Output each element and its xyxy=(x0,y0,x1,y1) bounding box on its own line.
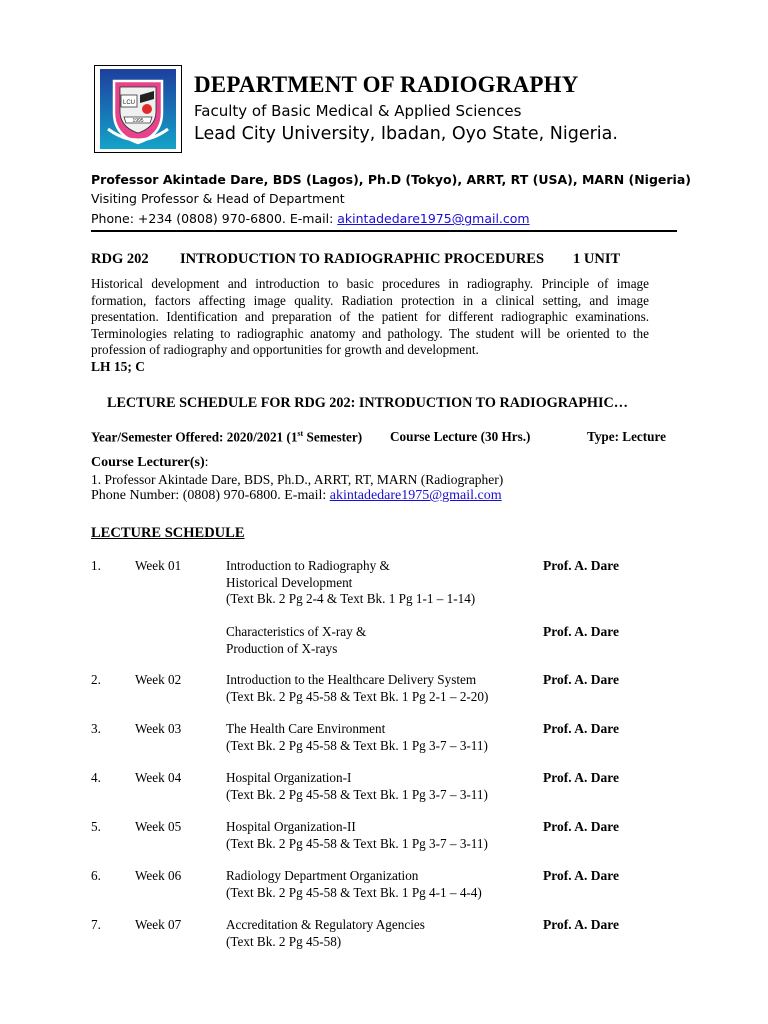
row-lecturer: Prof. A. Dare xyxy=(543,672,619,687)
row-week: Week 06 xyxy=(135,868,182,883)
row-week: Week 04 xyxy=(135,770,182,785)
contact-phone-email xyxy=(91,211,530,226)
year-semester xyxy=(91,429,362,445)
row-lecturer: Prof. A. Dare xyxy=(543,624,619,639)
course-lecturers-label xyxy=(91,455,209,471)
row-topic xyxy=(226,819,536,852)
row-topic-line: Introduction to the Healthcare Delivery System xyxy=(226,672,477,687)
year-suffix: Semester) xyxy=(303,429,363,445)
row-week: Week 05 xyxy=(135,819,182,834)
course-code: RDG 202 xyxy=(91,251,149,267)
lecturers-colon: : xyxy=(204,455,209,470)
row-topic-line: Hospital Organization-II xyxy=(226,819,356,834)
row-topic xyxy=(226,558,536,608)
offered-line xyxy=(91,429,681,447)
row-topic-line: (Text Bk. 2 Pg 45-58 & Text Bk. 1 Pg 3-7 – 3-11) xyxy=(226,835,488,851)
row-week: Week 01 xyxy=(135,558,182,573)
row-week: Week 07 xyxy=(135,917,182,932)
lecturer-phone-text: Phone Number: (0808) 970-6800. E-mail: xyxy=(91,488,330,503)
row-topic-line: Characteristics of X-ray & xyxy=(226,624,367,639)
row-topic xyxy=(226,770,536,803)
row-number: 6. xyxy=(91,868,101,883)
logo-text-2: 1995 xyxy=(132,118,144,124)
row-lecturer: Prof. A. Dare xyxy=(543,721,619,736)
email-link[interactable]: akintadedare1975@gmail.com xyxy=(337,211,530,226)
row-week: Week 03 xyxy=(135,721,182,736)
row-topic-line: (Text Bk. 2 Pg 45-58 & Text Bk. 1 Pg 2-1 – 2-20) xyxy=(226,688,489,704)
row-lecturer: Prof. A. Dare xyxy=(543,868,619,883)
lecture-hours: LH 15; C xyxy=(91,359,145,374)
row-topic xyxy=(226,624,536,657)
row-topic-line: (Text Bk. 2 Pg 45-58 & Text Bk. 1 Pg 3-7 – 3-11) xyxy=(226,737,488,753)
row-topic-line: Hospital Organization-I xyxy=(226,770,352,785)
row-lecturer: Prof. A. Dare xyxy=(543,770,619,785)
row-number: 5. xyxy=(91,819,101,834)
faculty-name: Faculty of Basic Medical & Applied Sciences xyxy=(194,102,522,120)
university-name: Lead City University, Ibadan, Oyo State, Nigeria. xyxy=(194,124,618,144)
course-units: 1 UNIT xyxy=(573,251,621,267)
row-topic-line: (Text Bk. 2 Pg 2-4 & Text Bk. 1 Pg 1-1 – 1-14) xyxy=(226,591,476,607)
university-logo xyxy=(94,65,182,153)
lecture-type: Type: Lecture xyxy=(587,429,666,444)
year-prefix: Year/Semester Offered: 2020/2021 (1 xyxy=(91,429,298,445)
row-topic-line: Accreditation & Regulatory Agencies xyxy=(226,917,425,932)
professor-role: Visiting Professor & Head of Department xyxy=(91,191,345,206)
row-number: 1. xyxy=(91,558,101,573)
row-topic-line: (Text Bk. 2 Pg 45-58) xyxy=(226,933,342,949)
lecturer-item: 1. Professor Akintade Dare, BDS, Ph.D., ARRT, RT, MARN (Radiographer) xyxy=(91,472,504,487)
schedule-title: LECTURE SCHEDULE FOR RDG 202: INTRODUCTION TO RADIOGRAPHIC… xyxy=(107,395,628,411)
row-topic-line: (Text Bk. 2 Pg 45-58 & Text Bk. 1 Pg 4-1 – 4-4) xyxy=(226,884,482,900)
university-crest-icon xyxy=(100,69,176,149)
row-number: 3. xyxy=(91,721,101,736)
row-topic xyxy=(226,721,536,754)
row-topic xyxy=(226,672,536,705)
row-lecturer: Prof. A. Dare xyxy=(543,558,619,573)
lecturer-email-link[interactable]: akintadedare1975@gmail.com xyxy=(329,488,502,503)
row-week: Week 02 xyxy=(135,672,182,687)
department-title: DEPARTMENT OF RADIOGRAPHY xyxy=(194,72,579,97)
lecturer-contact xyxy=(91,488,502,504)
year-sup: st xyxy=(297,429,304,438)
phone-text: Phone: +234 (0808) 970-6800. E-mail: xyxy=(91,211,338,226)
row-topic-line: Production of X-rays xyxy=(226,640,338,656)
row-lecturer: Prof. A. Dare xyxy=(543,917,619,932)
course-description: Historical development and introduction to basic procedures in radiography. Principle of image formation, factors affecting image quality. Radiation protection in a clinical setting, and image presentation. Identification and preparation of the patient for different radiographic examinations. Terminologies relating to radiographic anatomy and pathology. The student will be oriented to the profession of radiography and opportunities for growth and development. xyxy=(91,276,649,358)
lecture-schedule-heading: LECTURE SCHEDULE xyxy=(91,525,245,541)
row-number: 4. xyxy=(91,770,101,785)
row-lecturer: Prof. A. Dare xyxy=(543,819,619,834)
row-topic-line: (Text Bk. 2 Pg 45-58 & Text Bk. 1 Pg 3-7 – 3-11) xyxy=(226,786,488,802)
course-lecture-hours: Course Lecture (30 Hrs.) xyxy=(390,429,531,444)
row-number: 2. xyxy=(91,672,101,687)
lecturers-label-text: Course Lecturer(s) xyxy=(91,455,205,470)
course-name: INTRODUCTION TO RADIOGRAPHIC PROCEDURES xyxy=(180,251,545,267)
professor-credentials: Professor Akintade Dare, BDS (Lagos), Ph.D (Tokyo), ARRT, RT (USA), MARN (Nigeria) xyxy=(91,172,691,187)
row-topic-line: The Health Care Environment xyxy=(226,721,386,736)
logo-text-1: LCU xyxy=(122,100,136,106)
header-divider xyxy=(91,230,677,232)
row-topic-line: Historical Development xyxy=(226,574,353,590)
row-number: 7. xyxy=(91,917,101,932)
row-topic xyxy=(226,917,536,950)
row-topic-line: Radiology Department Organization xyxy=(226,868,419,883)
row-topic xyxy=(226,868,536,901)
row-topic-line: Introduction to Radiography & xyxy=(226,558,390,573)
